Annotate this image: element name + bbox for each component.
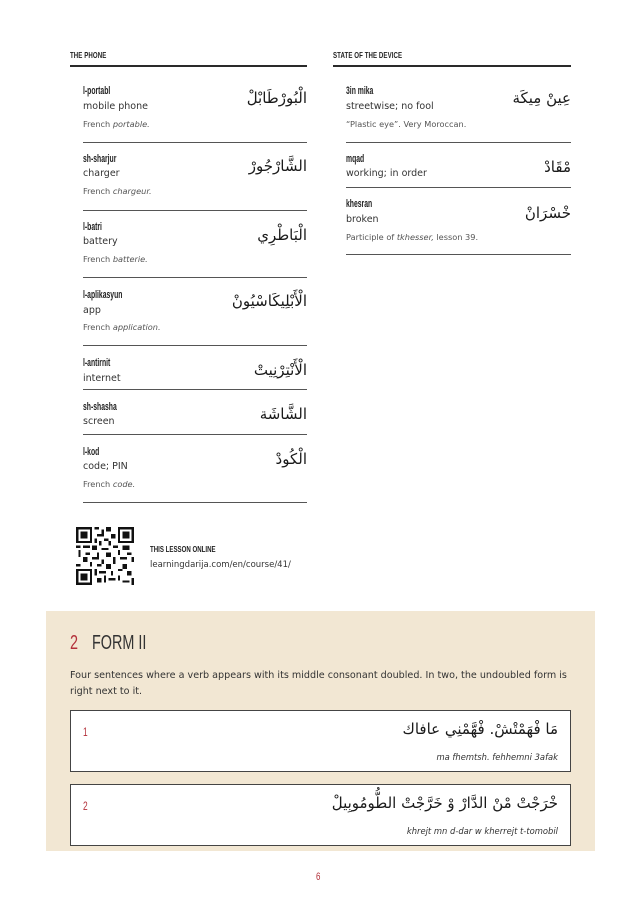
- entry-arabic: خْسْرَانْ: [524, 204, 571, 222]
- entry-gloss: app: [83, 305, 101, 316]
- vocab-entry: [83, 446, 307, 503]
- entry-note: French portable.: [83, 119, 150, 129]
- right-column-heading: STATE OF THE DEVICE: [333, 50, 403, 60]
- entry-transliteration: l-aplikasyun: [83, 289, 123, 301]
- sentence-number: 1: [83, 725, 88, 739]
- vocab-entry: [83, 289, 307, 346]
- sentence-transliteration: ma fhemtsh. fehhemni 3afak: [436, 752, 558, 762]
- entry-note: Participle of tkhesser, lesson 39.: [346, 232, 479, 242]
- left-column-heading: THE PHONE: [70, 50, 107, 60]
- sentence-card: [70, 710, 571, 772]
- entry-transliteration: mqad: [346, 153, 365, 165]
- entry-transliteration: 3in mika: [346, 85, 374, 97]
- sentence-transliteration: khrejt mn d-dar w kherrejt t-tomobil: [406, 826, 558, 836]
- sentence-number: 2: [83, 799, 88, 813]
- section-title: FORM II: [92, 632, 147, 654]
- entry-arabic: مْقَادْ: [544, 158, 571, 176]
- vocab-entry: [83, 153, 307, 211]
- entry-gloss: broken: [346, 214, 379, 225]
- entry-arabic: عِينْ مِيكَة: [512, 89, 571, 107]
- sentence-card: [70, 784, 571, 846]
- entry-arabic: الْأَنْتِرْنِيتْ: [253, 361, 307, 379]
- section-number: 2: [70, 632, 79, 654]
- left-column-rule: [70, 65, 307, 67]
- right-column-rule: [333, 65, 571, 67]
- vocab-entry: [83, 85, 307, 143]
- entry-transliteration: l-antirnit: [83, 357, 111, 369]
- vocab-entry: [83, 401, 307, 435]
- entry-arabic: الْأَبْلِيكَاسْيُونْ: [231, 292, 307, 310]
- entry-gloss: charger: [83, 168, 120, 179]
- entry-gloss: battery: [83, 236, 118, 247]
- vocab-entry: [346, 198, 571, 255]
- vocab-entry: [83, 221, 307, 278]
- entry-note: French application.: [83, 322, 161, 332]
- entry-gloss: streetwise; no fool: [346, 101, 434, 112]
- entry-note: French chargeur.: [83, 186, 152, 196]
- entry-arabic: الشَّاشَة: [259, 405, 307, 423]
- vocab-entry: [346, 153, 571, 188]
- vocab-entry: [346, 85, 571, 143]
- entry-note: French batterie.: [83, 254, 148, 264]
- entry-transliteration: l-portabl: [83, 85, 111, 97]
- entry-note: French code.: [83, 479, 136, 489]
- online-url-link[interactable]: learningdarija.com/en/course/41/: [150, 560, 291, 570]
- entry-transliteration: sh-sharjur: [83, 153, 117, 165]
- sentence-arabic: خْرَجْتْ مْنْ الدَّارْ وْ خَرَّجْتْ الطُّومُوبِيلْ: [331, 794, 558, 812]
- entry-arabic: الْكُودْ: [275, 450, 307, 468]
- entry-gloss: mobile phone: [83, 101, 148, 112]
- entry-arabic: الشَّارْجُورْ: [248, 157, 307, 175]
- entry-gloss: internet: [83, 373, 121, 384]
- entry-transliteration: sh-shasha: [83, 401, 117, 413]
- online-label: THIS LESSON ONLINE: [150, 544, 216, 554]
- entry-arabic: الْبُورْطَابْلْ: [246, 89, 307, 107]
- section-description: Four sentences where a verb appears with its middle consonant doubled. In two, the undoubled form is right next to it.: [70, 670, 567, 697]
- sentence-arabic: مَا فْهَمْتْشْ. فْهَّمْنِي عافاك: [402, 720, 558, 738]
- entry-gloss: working; in order: [346, 168, 427, 179]
- entry-note: “Plastic eye”. Very Moroccan.: [346, 119, 467, 129]
- entry-arabic: الْبَاطْرِي: [257, 226, 307, 244]
- page-number: 6: [316, 871, 321, 883]
- entry-gloss: screen: [83, 416, 115, 427]
- entry-transliteration: l-kod: [83, 446, 100, 458]
- entry-transliteration: l-batri: [83, 221, 102, 233]
- vocab-entry: [83, 357, 307, 390]
- qr-code-icon[interactable]: [76, 527, 134, 585]
- entry-transliteration: khesran: [346, 198, 373, 210]
- entry-gloss: code; PIN: [83, 461, 128, 472]
